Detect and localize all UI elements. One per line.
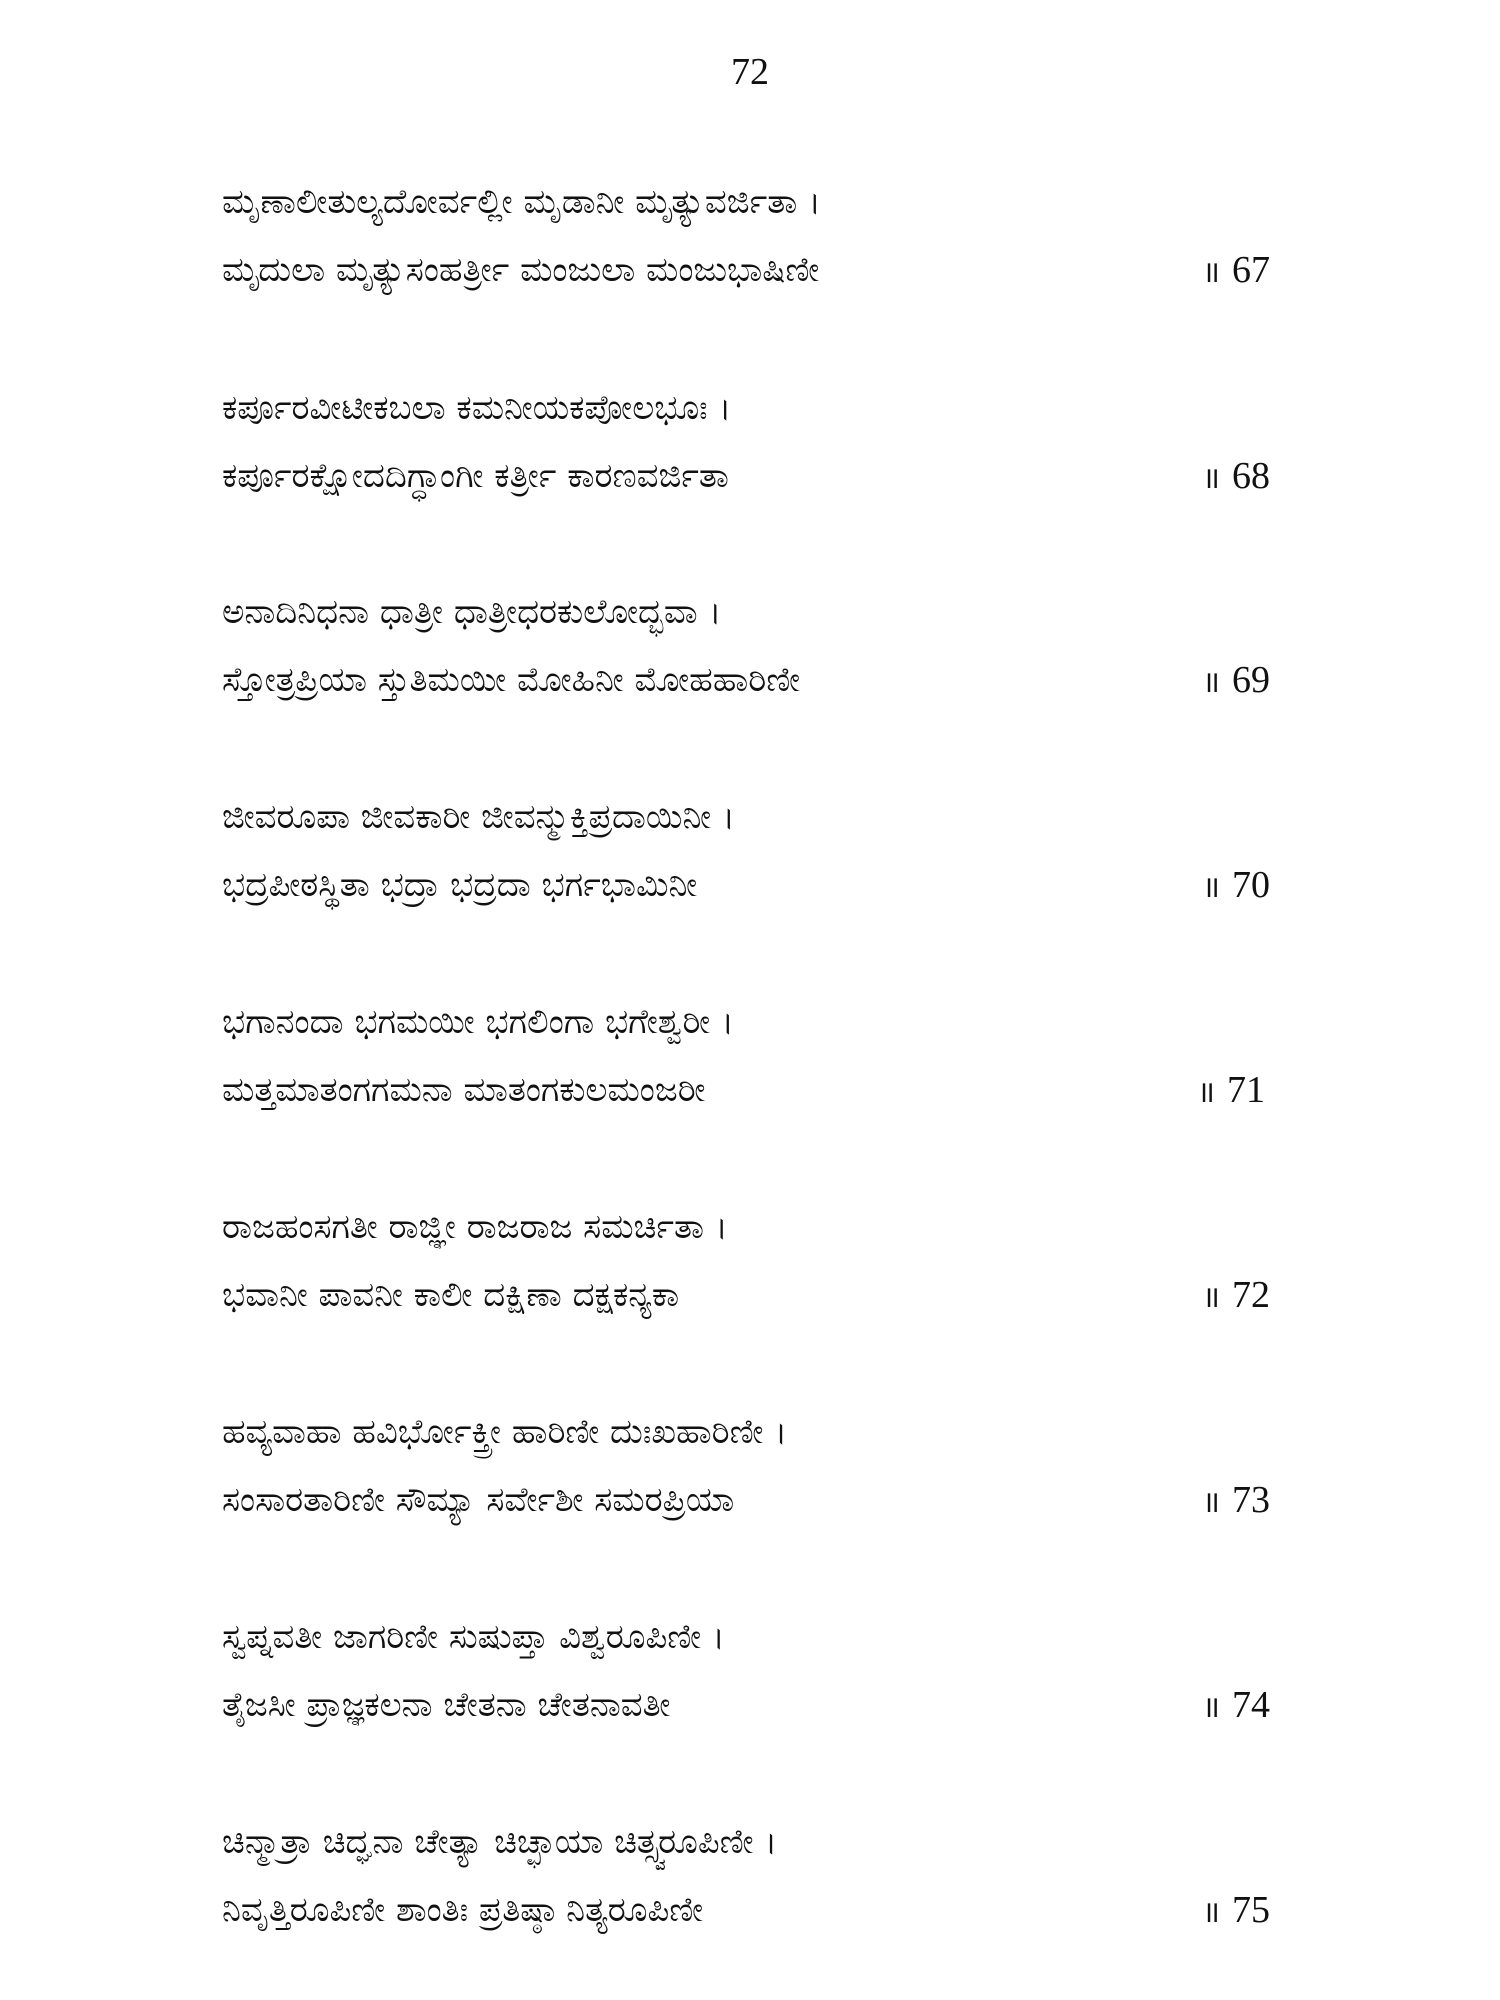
verse-line-2: ಸ್ತೋತ್ರಪ್ರಿಯಾ ಸ್ತುತಿಮಯೀ ಮೋಹಿನೀ ಮೋಹಹಾರಿಣೀ (222, 660, 801, 700)
verse-line-1: ಭಗಾನಂದಾ ಭಗಮಯೀ ಭಗಲಿಂಗಾ ಭಗೇಶ್ವರೀ । (222, 1002, 734, 1042)
verse-number-value: 72 (1231, 1274, 1270, 1316)
verse-69 (222, 588, 1312, 728)
verse-67 (222, 178, 1312, 318)
verse-line-1: ಚಿನ್ಮಾತ್ರಾ ಚಿದ್ಘನಾ ಚೇತ್ಯಾ ಚಿಚ್ಛಾಯಾ ಚಿತ್ಸ್ವರೂಪಿಣೀ । (222, 1822, 778, 1862)
verse-line-2: ಭವಾನೀ ಪಾವನೀ ಕಾಲೀ ದಕ್ಷಿಣಾ ದಕ್ಷಕನ್ಯಕಾ (222, 1275, 680, 1315)
verse-number (1202, 1681, 1270, 1732)
verse-number (1197, 1066, 1265, 1117)
verse-number (1202, 246, 1270, 297)
verse-number (1202, 452, 1270, 503)
double-danda: ॥ (1202, 1691, 1218, 1724)
verse-line-2: ಕರ್ಪೂರಕ್ಷೋದದಿಗ್ಧಾಂಗೀ ಕರ್ತ್ರೀ ಕಾರಣವರ್ಜಿತಾ (222, 456, 729, 496)
verse-number-value: 74 (1231, 1684, 1270, 1726)
verse-number (1202, 1271, 1270, 1322)
verse-line-2: ತೈಜಸೀ ಪ್ರಾಜ್ಞಕಲನಾ ಚೇತನಾ ಚೇತನಾವತೀ (222, 1685, 671, 1725)
verse-line-2: ನಿವೃತ್ತಿರೂಪಿಣೀ ಶಾಂತಿಃ ಪ್ರತಿಷ್ಠಾ ನಿತ್ಯರೂಪಿಣೀ (222, 1890, 704, 1930)
verse-number (1202, 1476, 1270, 1527)
verse-line-1: ಅನಾದಿನಿಧನಾ ಧಾತ್ರೀ ಧಾತ್ರೀಧರಕುಲೋದ್ಭವಾ । (222, 592, 722, 632)
verse-line-2: ಸಂಸಾರತಾರಿಣೀ ಸೌಮ್ಯಾ ಸರ್ವೇಶೀ ಸಮರಪ್ರಿಯಾ (222, 1480, 735, 1520)
double-danda: ॥ (1202, 1486, 1218, 1519)
double-danda: ॥ (1202, 256, 1218, 289)
verse-number-value: 69 (1231, 659, 1270, 701)
verse-number (1202, 1886, 1270, 1937)
verse-number (1202, 861, 1270, 912)
verse-line-1: ರಾಜಹಂಸಗತೀ ರಾಜ್ಞೀ ರಾಜರಾಜ ಸಮರ್ಚಿತಾ । (222, 1207, 728, 1247)
verse-70 (222, 793, 1312, 933)
verse-line-2: ಭದ್ರಪೀಠಸ್ಥಿತಾ ಭದ್ರಾ ಭದ್ರದಾ ಭರ್ಗಭಾಮಿನೀ (222, 865, 698, 905)
page-number: 72 (731, 51, 769, 93)
double-danda: ॥ (1197, 1076, 1213, 1109)
verse-line-1: ಕರ್ಪೂರವೀಟೀಕಬಲಾ ಕಮನೀಯಕಪೋಲಭೂಃ । (222, 388, 732, 428)
verse-75 (222, 1818, 1312, 1958)
verse-number-value: 67 (1231, 249, 1270, 291)
verse-73 (222, 1408, 1312, 1548)
double-danda: ॥ (1202, 462, 1218, 495)
verse-number-value: 68 (1231, 455, 1270, 497)
verse-number-value: 75 (1231, 1889, 1270, 1931)
verse-number (1202, 656, 1270, 707)
verse-68 (222, 384, 1312, 524)
verse-72 (222, 1203, 1312, 1343)
verse-line-1: ಹವ್ಯವಾಹಾ ಹವಿರ್ಭೋಕ್ತ್ರೀ ಹಾರಿಣೀ ದುಃಖಹಾರಿಣೀ । (222, 1412, 788, 1452)
double-danda: ॥ (1202, 1281, 1218, 1314)
double-danda: ॥ (1202, 1896, 1218, 1929)
verse-line-1: ಜೀವರೂಪಾ ಜೀವಕಾರೀ ಜೀವನ್ಮುಕ್ತಿಪ್ರದಾಯಿನೀ । (222, 797, 735, 837)
verse-line-2: ಮತ್ತಮಾತಂಗಗಮನಾ ಮಾತಂಗಕುಲಮಂಜರೀ (222, 1070, 706, 1110)
verse-line-1: ಮೃಣಾಲೀತುಲ್ಯದೋರ್ವಲ್ಲೀ ಮೃಡಾನೀ ಮೃತ್ಯುವರ್ಜಿತಾ । (222, 182, 821, 222)
verse-line-1: ಸ್ವಪ್ನವತೀ ಜಾಗರಿಣೀ ಸುಷುಪ್ತಾ ವಿಶ್ವರೂಪಿಣೀ । (222, 1617, 725, 1657)
verse-number-value: 70 (1231, 864, 1270, 906)
verse-number-value: 73 (1231, 1479, 1270, 1521)
double-danda: ॥ (1202, 871, 1218, 904)
verse-71 (222, 998, 1312, 1138)
verse-number-value: 71 (1226, 1069, 1265, 1111)
verse-line-2: ಮೃದುಲಾ ಮೃತ್ಯುಸಂಹರ್ತ್ರೀ ಮಂಜುಲಾ ಮಂಜುಭಾಷಿಣೀ (222, 250, 820, 290)
double-danda: ॥ (1202, 666, 1218, 699)
verse-74 (222, 1613, 1312, 1753)
